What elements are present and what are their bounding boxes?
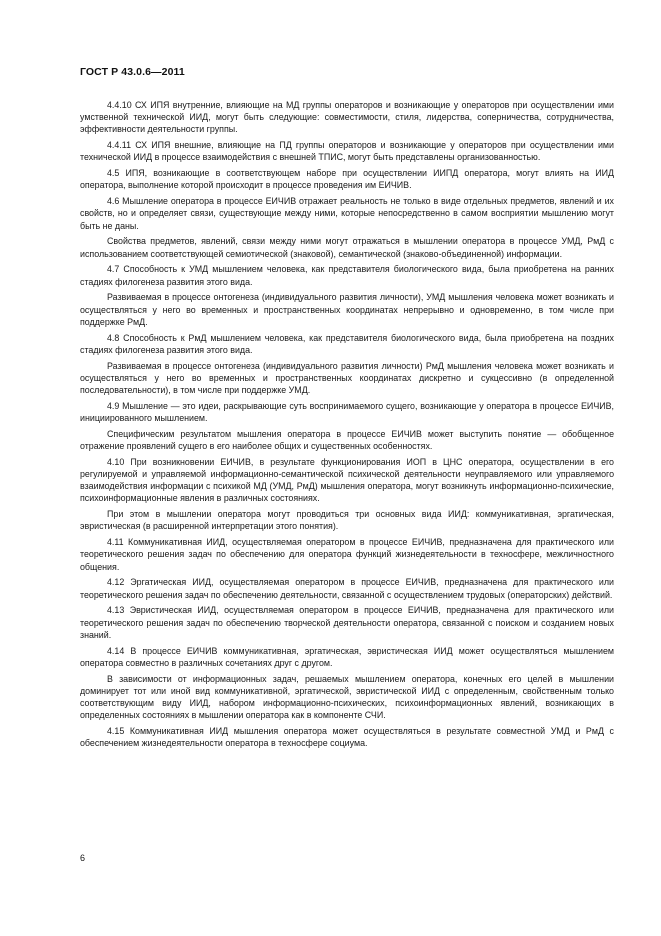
document-body	[80, 99, 614, 753]
paragraph: 4.13 Эвристическая ИИД, осуществляемая оператором в процессе ЕИЧИВ, предназначена для практического или теоретического решения задач по обеспечению творческой деятельности оператора, связанной с поиском и созданием новых знаний.	[80, 605, 614, 640]
paragraph: 4.10 При возникновении ЕИЧИВ, в результате функционирования ИОП в ЦНС оператора, осуществлении в его регулируемой и управляемой информационно-семантической психической деятельности неуправляемого или управляемого взаимодействия информации с психикой МД (УМД, РмД) мышления оператора, могут возникнуть информационно-психические, психоинформационные явления в различных состояниях.	[80, 456, 614, 504]
paragraph: Развиваемая в процессе онтогенеза (индивидуального развития личности) РмД мышления человека может возникать и осуществляться у него во временных и пространственных координатах дискретно и сукцессивно (в определенной последовательности), в том числе при поддержке УМД.	[80, 360, 614, 396]
paragraph: 4.5 ИПЯ, возникающие в соответствующем наборе при осуществлении ИИПД оператора, могут влиять на ИИД оператора, выполнение которой происходит в процессе проведения им ЕИЧИВ.	[80, 168, 614, 191]
paragraph: 4.11 Коммуникативная ИИД, осуществляемая оператором в процессе ЕИЧИВ, предназначена для практического или теоретического решения задач по обеспечению для оператора функций жизнедеятельности в техносфере, межличностного общения.	[80, 537, 614, 572]
paragraph: 4.8 Способность к РмД мышлением человека, как представителя биологического вида, была приобретена на поздних стадиях филогенеза развития этого вида.	[80, 332, 614, 355]
paragraph: Свойства предметов, явлений, связи между ними могут отражаться в мышлении оператора в процессе УМД, РмД с использованием соответствующей семиотической (знаковой), семантической (знаково-объединенной) информации.	[80, 236, 614, 259]
paragraph: 4.15 Коммуникативная ИИД мышления оператора может осуществляться в результате совместной УМД и РмД с обеспечением жизнедеятельности оператора в техносфере социума.	[80, 726, 614, 749]
paragraph: 4.12 Эргатическая ИИД, осуществляемая оператором в процессе ЕИЧИВ, предназначена для практического или теоретического решения задач по обеспечению деятельности, связанной с осуществлением трудовых (операторских) действий.	[80, 577, 614, 600]
paragraph: Развиваемая в процессе онтогенеза (индивидуального развития личности), УМД мышления человека может возникать и осуществляться у него во временных и пространственных координатах непрерывно и одновременно, в том числе при поддержке РмД.	[80, 292, 614, 327]
paragraph: В зависимости от информационных задач, решаемых мышлением оператора, конечных его целей в мышлении доминирует тот или иной вид коммуникативной, эргатической, эвристической ИИД с определенным, свойственным только соответствующим виду ИИД, набором информационно-психических, психоинформационных явлений, возникающих в определенных состояниях в мышлении оператора как в компоненте СЧИ.	[80, 673, 614, 721]
paragraph: 4.14 В процессе ЕИЧИВ коммуникативная, эргатическая, эвристическая ИИД может осуществляться мышлением оператора совместно в различных сочетаниях друг с другом.	[80, 645, 614, 668]
paragraph: 4.4.11 СХ ИПЯ внешние, влияющие на ПД группы операторов и возникающие у операторов при осуществлении ими технической ИИД в процессе взаимодействия с внешней ТПИС, могут быть представлены организованностью.	[80, 140, 614, 163]
paragraph: При этом в мышлении оператора могут проводиться три основных вида ИИД: коммуникативная, эргатическая, эвристическая (в расширенной интерпретации этого понятия).	[80, 509, 614, 532]
paragraph: 4.6 Мышление оператора в процессе ЕИЧИВ отражает реальность не только в виде отдельных предметов, явлений и их свойств, но и определяет связи, существующие между ними, которые непосредственно в самом восприятии мышлению могут быть не даны.	[80, 196, 614, 231]
paragraph: 4.7 Способность к УМД мышлением человека, как представителя биологического вида, была приобретена на ранних стадиях филогенеза развития этого вида.	[80, 264, 614, 287]
paragraph: 4.4.10 СХ ИПЯ внутренние, влияющие на МД группы операторов и возникающие у операторов при осуществлении ими умственной технической ИИД, могут быть следующие: совместимости, стиля, лидерства, соперничества, сотрудничества, эффективности деятельности группы.	[80, 100, 614, 135]
page-number: 6	[80, 853, 86, 863]
paragraph: Специфическим результатом мышления оператора в процессе ЕИЧИВ может выступить понятие — обобщенное отражение проявлений сущего в его наиболее общих и существенных особенностях.	[80, 428, 614, 452]
paragraph: 4.9 Мышление — это идеи, раскрывающие суть воспринимаемого сущего, возникающие у оператора в процессе ЕИЧИВ, инициированного мышлением.	[80, 400, 614, 424]
document-header: ГОСТ Р 43.0.6—2011	[80, 66, 185, 78]
